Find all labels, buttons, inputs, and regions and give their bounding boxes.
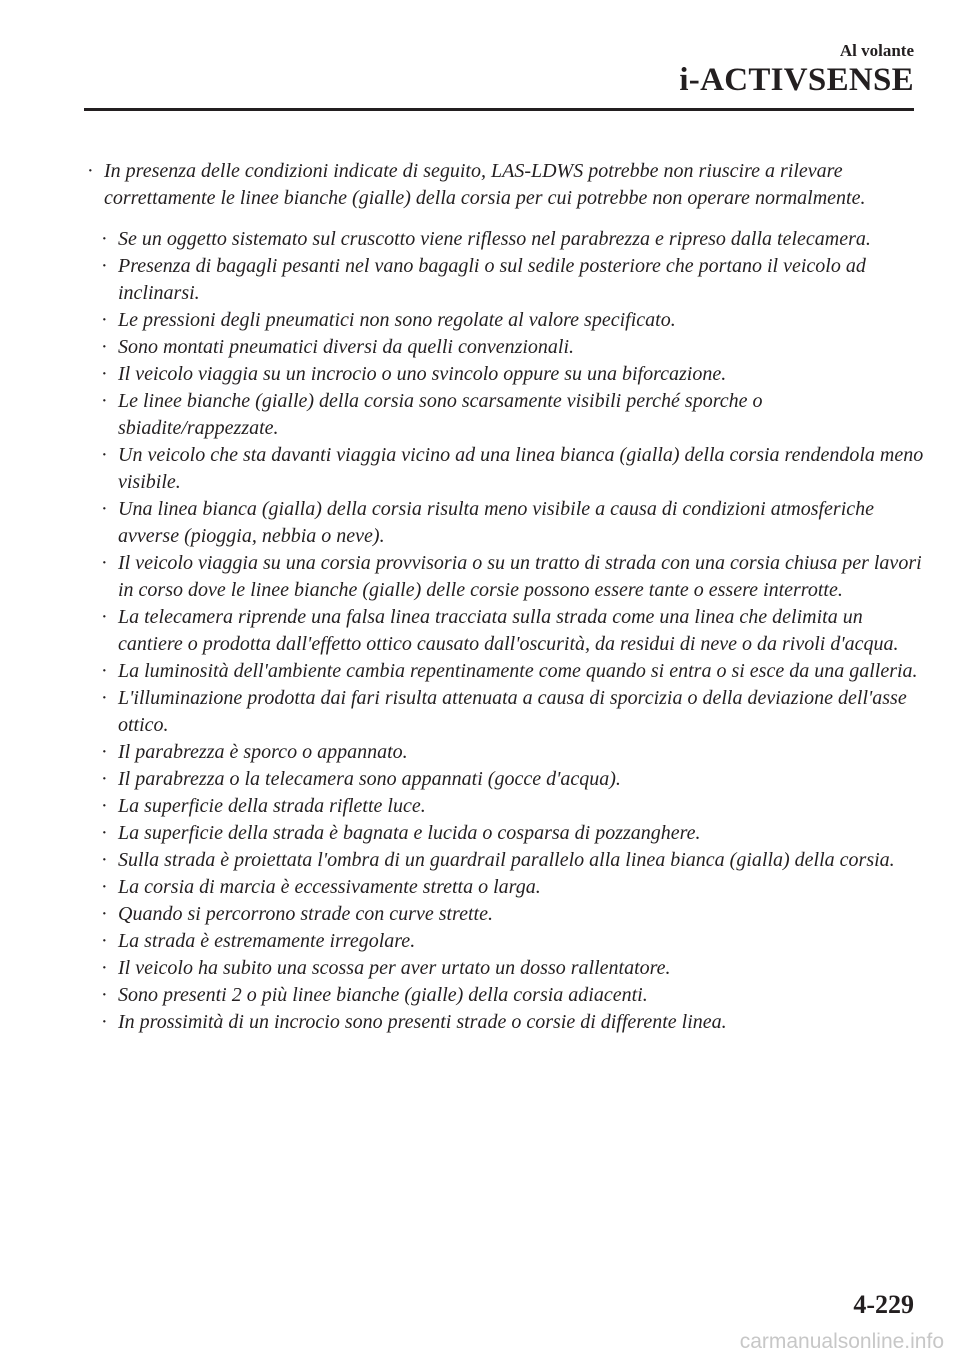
bullet-dot: · [101,849,108,871]
bullet-dot: · [101,228,108,250]
bullet-dot: · [101,444,108,466]
bullet-dot: · [101,822,108,844]
list-item [100,1009,926,1036]
list-item [100,901,926,928]
list-item [100,604,926,658]
bullet-dot: · [101,552,108,574]
header-divider [84,108,914,111]
conditions-list [100,226,926,1036]
bullet-dot: · [87,160,94,182]
bullet-dot: · [101,363,108,385]
list-item [100,685,926,739]
list-item [100,307,926,334]
list-item-text: La corsia di marcia è eccessivamente stretta o larga. [118,876,541,898]
main-content [86,158,926,1036]
bullet-dot: · [101,1011,108,1033]
list-item [100,496,926,550]
bullet-dot: · [101,741,108,763]
list-item [100,928,926,955]
list-item-text: La luminosità dell'ambiente cambia repentinamente come quando si entra o si esce da una galleria. [118,660,918,682]
list-item-text: La strada è estremamente irregolare. [118,930,416,952]
bullet-dot: · [101,930,108,952]
list-item-text: Sono presenti 2 o più linee bianche (gialle) della corsia adiacenti. [118,984,648,1006]
list-item [100,550,926,604]
bullet-dot: · [101,255,108,277]
bullet-dot: · [101,390,108,412]
bullet-dot: · [101,687,108,709]
bullet-dot: · [101,498,108,520]
list-item-text: Se un oggetto sistemato sul cruscotto viene riflesso nel parabrezza e ripreso dalla telecamera. [118,228,871,250]
bullet-dot: · [101,660,108,682]
list-item-text: Sulla strada è proiettata l'ombra di un guardrail parallelo alla linea bianca (gialla) della corsia. [118,849,895,871]
list-item-text: Il veicolo viaggia su una corsia provvisoria o su un tratto di strada con una corsia chiusa per lavori in corso dove le linee bianche (gialle) delle corsie possono essere tante o essere interrotte. [118,552,922,601]
section-label: Al volante [839,41,914,60]
bullet-dot: · [101,768,108,790]
list-item-text: La telecamera riprende una falsa linea tracciata sulla strada come una linea che delimita un cantiere o prodotta dall'effetto ottico causato dall'oscurità, da residui di neve o da rivoli d'acqua. [118,606,899,655]
list-item [100,226,926,253]
bullet-dot: · [101,903,108,925]
intro-text: In presenza delle condizioni indicate di seguito, LAS-LDWS potrebbe non riuscire a rilevare correttamente le linee bianche (gialle) della corsia per cui potrebbe non operare normalmente. [104,160,866,209]
list-item [100,253,926,307]
list-item [100,874,926,901]
page-number: 4-229 [853,1290,914,1319]
list-item-text: Il parabrezza è sporco o appannato. [118,741,408,763]
bullet-dot: · [101,876,108,898]
list-item-text: Quando si percorrono strade con curve strette. [118,903,493,925]
list-item-text: Sono montati pneumatici diversi da quelli convenzionali. [118,336,575,358]
site-watermark: carmanualsonline.info [739,1330,944,1353]
list-item [100,820,926,847]
list-item-text: In prossimità di un incrocio sono presenti strade o corsie di differente linea. [118,1011,727,1033]
list-item-text: Presenza di bagagli pesanti nel vano bagagli o sul sedile posteriore che portano il veicolo ad inclinarsi. [118,255,866,304]
list-item-text: Il veicolo ha subito una scossa per aver urtato un dosso rallentatore. [118,957,671,979]
list-item [100,442,926,496]
list-item [100,982,926,1009]
list-item [100,334,926,361]
list-item-text: Il parabrezza o la telecamera sono appannati (gocce d'acqua). [118,768,621,790]
list-item-text: Il veicolo viaggia su un incrocio o uno svincolo oppure su una biforcazione. [118,363,727,385]
list-item-text: Le linee bianche (gialle) della corsia sono scarsamente visibili perché sporche o sbiadite/rappezzate. [118,390,763,439]
list-item [100,388,926,442]
list-item [100,361,926,388]
bullet-dot: · [101,309,108,331]
list-item-text: Una linea bianca (gialla) della corsia risulta meno visibile a causa di condizioni atmosferiche avverse (pioggia, nebbia o neve). [118,498,875,547]
bullet-dot: · [101,336,108,358]
chapter-title: i-ACTIVSENSE [679,62,914,98]
list-item [100,658,926,685]
list-item-text: L'illuminazione prodotta dai fari risulta attenuata a causa di sporcizia o della deviazione dell'asse ottico. [118,687,907,736]
list-item [100,847,926,874]
list-item-text: La superficie della strada è bagnata e lucida o cosparsa di pozzanghere. [118,822,701,844]
list-item [100,793,926,820]
bullet-dot: · [101,984,108,1006]
list-item-text: La superficie della strada riflette luce. [118,795,426,817]
bullet-dot: · [101,957,108,979]
intro-bullet [86,158,926,212]
list-item-text: Le pressioni degli pneumatici non sono regolate al valore specificato. [118,309,676,331]
page-header [679,40,914,98]
list-item [100,766,926,793]
list-item [100,739,926,766]
bullet-dot: · [101,795,108,817]
list-item-text: Un veicolo che sta davanti viaggia vicino ad una linea bianca (gialla) della corsia rendendola meno visibile. [118,444,924,493]
list-item [100,955,926,982]
bullet-dot: · [101,606,108,628]
